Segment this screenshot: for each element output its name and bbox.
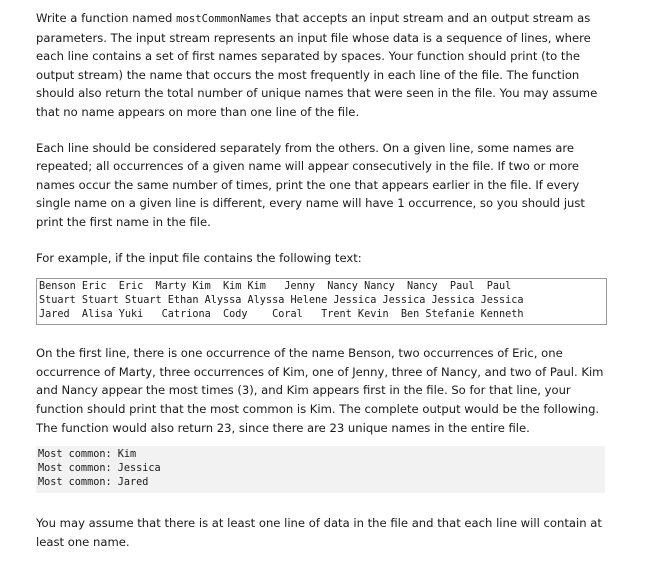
example-intro: For example, if the input file contains the following text: — [36, 250, 362, 265]
input-line: Benson Eric Eric Marty Kim Kim Kim Jenny Nancy Nancy Nancy Paul Paul — [39, 281, 512, 293]
assumption-paragraph: You may assume that there is at least one line of data in the file and that each line will contain at least one name. — [36, 516, 602, 549]
input-file-box — [36, 278, 607, 325]
explanation-paragraph: On the first line, there is one occurrence of the name Benson, two occurrences of Eric, one occurrence of Marty, three occurrences of Kim, one of Jenny, three of Nancy, and two of Paul. Kim and Nancy appear the most times (3), and Kim appears first in the file. So for that line, your function should print that the most common is Kim. The complete output would be the following. The function would also return 23, since there are 23 unique names in the entire file. — [36, 346, 604, 435]
problem-statement — [36, 9, 606, 551]
expected-output-box — [36, 446, 605, 493]
input-line: Stuart Stuart Stuart Ethan Alyssa Alyssa Helene Jessica Jessica Jessica Jessica — [39, 295, 524, 307]
intro-paragraph — [36, 9, 606, 122]
rules-paragraph: Each line should be considered separately from the others. On a given line, some names are repeated; all occurrences of a given name will appear consecutively in the file. If two or more names occur the same number of times, print the one that appears earlier in the file. If every single name on a given line is different, every name will have 1 occurrence, so you should just print the first name in the file. — [36, 140, 585, 229]
output-line: Most common: Jessica — [38, 463, 161, 475]
intro-text-rest: that accepts an input stream and an output stream as parameters. The input stream represents an input file whose data is a sequence of lines, where each line contains a set of first names separated by spaces. Your function should print (to the output stream) the name that occurs the most frequently in each line of the file. The function should also return the total number of unique names that were seen in the file. You may assume that no name appears on more than one line of the file. — [36, 11, 598, 119]
function-name: mostCommonNames — [176, 13, 272, 25]
output-line: Most common: Kim — [38, 449, 137, 461]
intro-text-start: Write a function named — [36, 11, 177, 25]
output-line: Most common: Jared — [38, 477, 149, 489]
input-line: Jared Alisa Yuki Catriona Cody Coral Trent Kevin Ben Stefanie Kenneth — [39, 309, 524, 321]
